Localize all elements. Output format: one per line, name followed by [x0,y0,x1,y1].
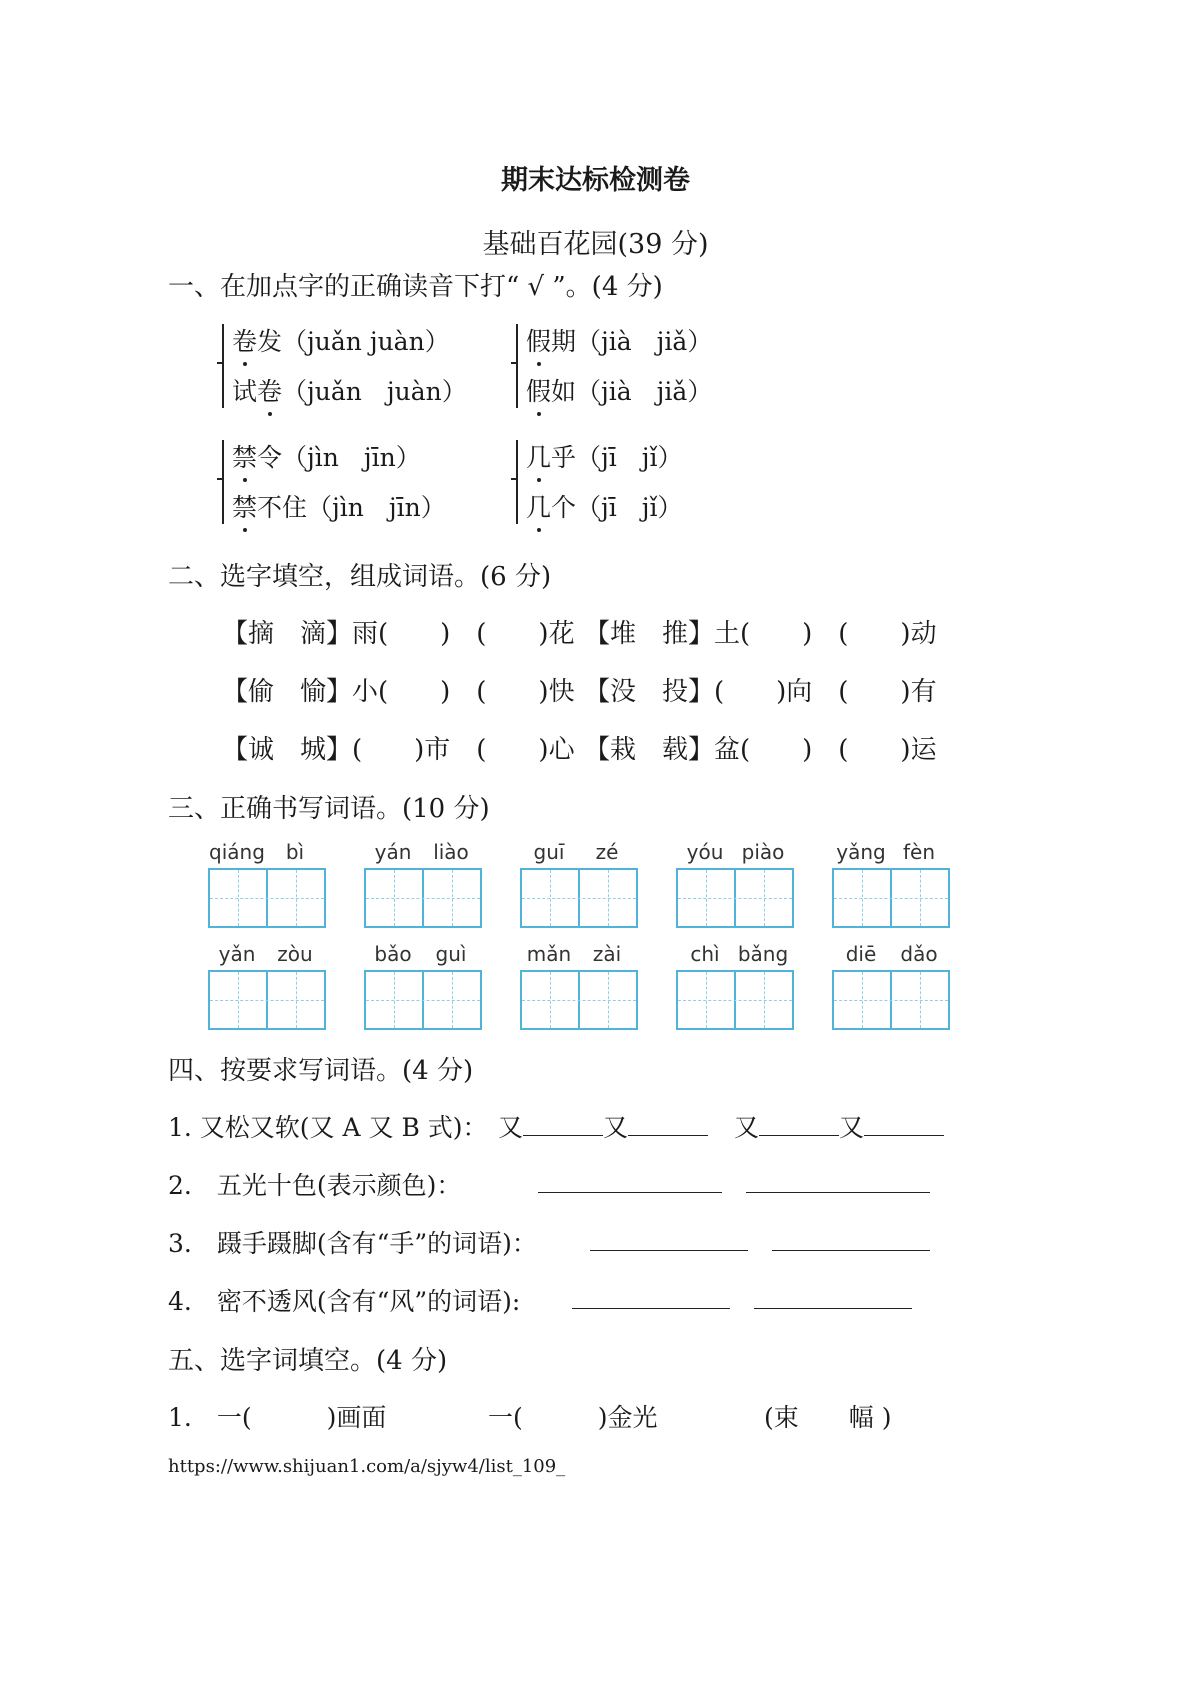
character-boxes[interactable] [364,970,482,1030]
item-2: 2. 五光十色(表示颜色)： [168,1171,462,1200]
brace [222,440,232,524]
character-boxes[interactable] [676,868,794,928]
section-subtitle: 基础百花园(39 分) [482,229,709,260]
pinyin-syllable: guī [533,840,565,864]
fill-blank-left: 【诚 城】( )市 ( )心 [222,735,575,765]
section3-heading: 三、正确书写词语。(10 分) [168,794,490,824]
fill-blank-right: 【堆 推】土( ) ( )动 [584,619,937,649]
pronunciation-line: 假如（jià jiǎ） [526,372,712,408]
fill-blank-right: 【栽 载】盆( ) ( )运 [584,735,937,765]
pronunciation-line: 几个（jī jǐ） [526,488,683,524]
pinyin-syllable: guì [435,942,467,966]
pinyin-syllable: mǎn [526,942,572,966]
fill-blank-right: 【没 投】( )向 ( )有 [584,677,937,707]
word-choices: (束 幅 ) [764,1403,892,1432]
pronunciation-line: 禁不住（jìn jīn） [232,488,446,524]
fill-blank-q1b: 一( )金光 [488,1403,658,1432]
pronunciation-line: 几乎（jī jǐ） [526,438,683,474]
pinyin-syllable: piào [741,840,785,864]
brace [516,324,526,408]
pinyin-syllable: yán [374,840,412,864]
fill-blank-left: 【摘 滴】雨( ) ( )花 [222,619,575,649]
pinyin-syllable: dǎo [900,942,938,966]
pinyin-syllable: zé [595,840,619,864]
pinyin-syllable: fèn [902,840,936,864]
brace [222,324,232,408]
item-3: 3. 蹑手蹑脚(含有“手”的词语)： [168,1229,537,1258]
character-boxes[interactable] [832,868,950,928]
source-url[interactable]: https://www.shijuan1.com/a/sjyw4/list_109_ [168,1456,566,1477]
pinyin-syllable: bǎng [737,942,789,966]
character-boxes[interactable] [832,970,950,1030]
character-boxes[interactable] [364,868,482,928]
item-label: 1. 又松又软(又 A 又 B 式)： [168,1113,488,1142]
pronunciation-line: 试卷（juǎn juàn） [232,372,467,408]
item-1 [168,1108,488,1144]
pronunciation-line: 假期（jià jiǎ） [526,322,712,358]
section1-heading: 一、在加点字的正确读音下打“ √ ”。(4 分) [168,272,663,302]
item-4: 4. 密不透风(含有“风”的词语): [168,1287,521,1316]
pinyin-syllable: chì [690,942,720,966]
answer-blanks-1a[interactable]: 又 又 [498,1108,708,1144]
pinyin-syllable: qiáng [209,840,265,864]
fill-blank-left: 【偷 愉】小( ) ( )快 [222,677,575,707]
answer-blank[interactable] [590,1228,748,1251]
pinyin-syllable: bì [285,840,305,864]
character-boxes[interactable] [208,970,326,1030]
character-boxes[interactable] [208,868,326,928]
page-title: 期末达标检测卷 [501,165,690,196]
answer-blank[interactable] [754,1286,912,1309]
character-boxes[interactable] [520,868,638,928]
answer-blank[interactable] [538,1170,722,1193]
section2-heading: 二、选字填空，组成词语。(6 分) [168,562,552,592]
character-boxes[interactable] [520,970,638,1030]
pronunciation-line: 卷发（juǎn juàn） [232,322,450,358]
pinyin-syllable: zài [592,942,622,966]
pronunciation-line: 禁令（jìn jīn） [232,438,421,474]
brace [516,440,526,524]
section5-heading: 五、选字词填空。(4 分) [168,1346,448,1376]
answer-blank[interactable] [772,1228,930,1251]
pinyin-syllable: bǎo [374,942,412,966]
answer-blank[interactable] [572,1286,730,1309]
pinyin-syllable: diē [845,942,877,966]
pinyin-syllable: yǎng [836,840,886,864]
answer-blank[interactable] [746,1170,930,1193]
section4-heading: 四、按要求写词语。(4 分) [168,1056,474,1086]
pinyin-syllable: yǎn [218,942,256,966]
character-boxes[interactable] [676,970,794,1030]
pinyin-syllable: zòu [277,942,313,966]
fill-blank-q1a: 1. 一( )画面 [168,1403,387,1432]
answer-blanks-1b[interactable]: 又 又 [734,1108,944,1144]
pinyin-syllable: yóu [686,840,724,864]
pinyin-syllable: liào [433,840,469,864]
